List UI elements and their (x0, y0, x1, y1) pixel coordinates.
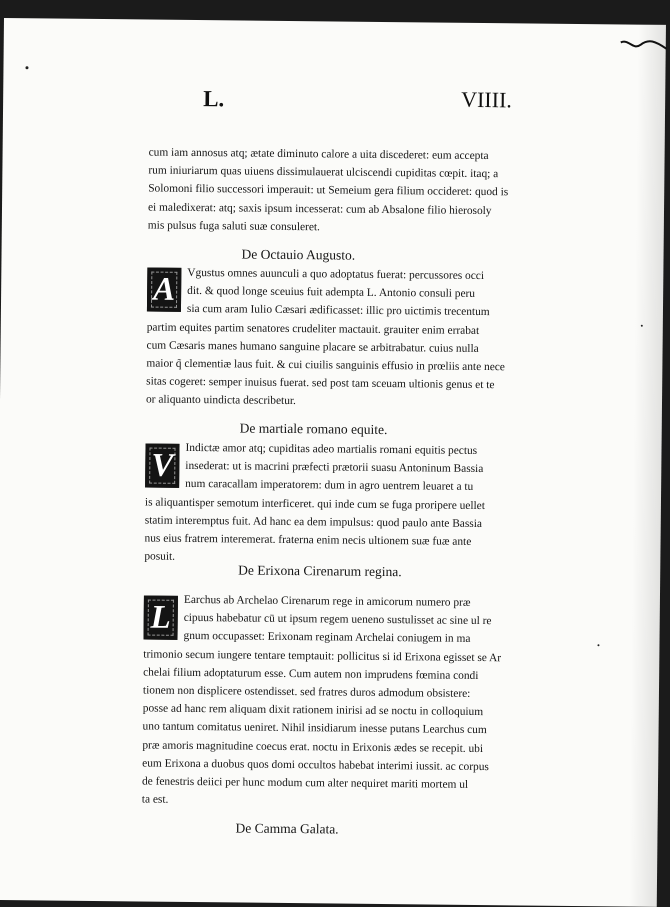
text-line: or aliquanto uindicta describetur. (145, 393, 297, 408)
martialis-paragraph (144, 439, 485, 570)
decorated-initial-a: A (147, 268, 181, 312)
erixona-paragraph (142, 590, 502, 812)
text-line: nus eius fratrem interemerat. fraterna enim necis ultionem suæ fuæ ante (144, 532, 472, 548)
section-heading-octavius: De Octauio Augusto. (241, 246, 356, 263)
section-heading-erixona: De Erixona Cirenarum regina. (238, 562, 402, 580)
text-line: ta est. (141, 793, 169, 806)
running-head-left: L. (203, 86, 225, 112)
text-line: posuit. (144, 550, 176, 563)
text-line: maior q̃ clementiæ laus fuit. & cui ciuilis sanguinis effusio in prœliis ante nece (146, 357, 505, 374)
decorated-initial-v: V (145, 444, 179, 488)
text-line: cipuus habebatur cū ut ipsum regem ueneno sustulisset ac sine ul re (183, 612, 492, 628)
text-line: sia cum aram Iulio Cæsari ædificasset: illic pro uictimis trecentum (186, 303, 490, 319)
page-edge-shadow (629, 25, 666, 907)
text-line: trimonio secum iungere tentare temptauit: pollicitus si id Erixona egisset se Ar (143, 648, 502, 664)
decorated-initial-l: L (143, 595, 177, 639)
text-line: statim interemptus fuit. Ad hanc ea dem impulsus: quod paulo ante Bassia (144, 514, 483, 530)
octavius-paragraph (146, 264, 506, 413)
text-line: is aliquantisper semotum interficeret. qui inde cum se fuga proripere uellet (144, 496, 486, 512)
text-line: rum iniuriarum quas uiuens dissimulauerat ulciscendi cupiditas cœpit. itaq; a (148, 164, 499, 181)
text-line: tionem non displicere ostendisset. sed fratres duros admodum obsistere: (142, 684, 471, 700)
text-line: gnum occupasset: Erixonam reginam Archelai coniugem in ma (183, 630, 471, 646)
text-line: ei maledixerat: atq; saxis ipsum incesserat: cum ab Absalone filio hierosoly (147, 201, 492, 217)
text-line: Solomoni filio successori imperauit: ut Semeium gera filium occideret: quod is (148, 182, 509, 199)
text-line: sitas cogeret: semper inuisus fuerat. sed post tam sceuam ultionis genus et te (146, 375, 495, 392)
text-line: uno tantum comitatus ueniret. Nihil insidiarum inesse putans Learchus cum (142, 720, 487, 737)
text-line: chelai filium adoptaturum esse. Cum autem non imprudens fœmina condi (143, 666, 479, 682)
section-heading-camma: De Camma Galata. (235, 820, 339, 837)
text-line: Earchus ab Archelao Cirenarum rege in amicorum numero præ (183, 593, 471, 609)
torn-corner-mark (619, 36, 669, 57)
text-line: dit. & quod longe sceuius fuit adempta L. Antonio consuli peru (187, 285, 476, 301)
text-line: præ amoris magnitudine coecus erat. noctu in Erixonis ædes se recepit. ubi (142, 738, 484, 755)
text-line: posse ad hanc rem aliquam dixit rationem inirisi ad se noctu in colloquium (142, 702, 484, 719)
section-heading-martialis: De martiale romano equite. (239, 420, 388, 438)
text-line: cum iam annosus atq; ætate diminuto calore a uita discederet: eum accepta (148, 146, 489, 163)
text-line: de fenestris deiici per hunc modum cum alter nequiret mariti mortem ul (141, 775, 469, 791)
intro-paragraph (148, 144, 509, 239)
book-page (0, 18, 666, 907)
text-line: partim equites partim senatores crudeliter mactauit. grauiter enim errabat (146, 321, 480, 337)
folio-number: VIIII. (461, 86, 513, 113)
text-line: eum Erixona a duobus quos domi occultos habebat interimi iussit. ac corpus (142, 757, 489, 773)
text-line: num caracallam imperatorem: dum in agro uentrem leuaret a tu (185, 478, 474, 494)
ink-specks (4, 18, 666, 25)
text-line: mis pulsus fuga saluti suæ consuleret. (147, 219, 321, 234)
text-line: cum Cæsaris manes humano sanguine placare se arbitrabatur. cuius nulla (146, 339, 479, 355)
text-line: insederat: ut is macrini præfecti prætorii suasu Antoninum Bassia (185, 460, 484, 476)
text-line: Indictæ amor atq; cupiditas adeo martialis romani equitis pectus (185, 441, 478, 457)
text-line: Vgustus omnes auunculi a quo adoptatus fuerat: percussores occi (187, 266, 485, 283)
